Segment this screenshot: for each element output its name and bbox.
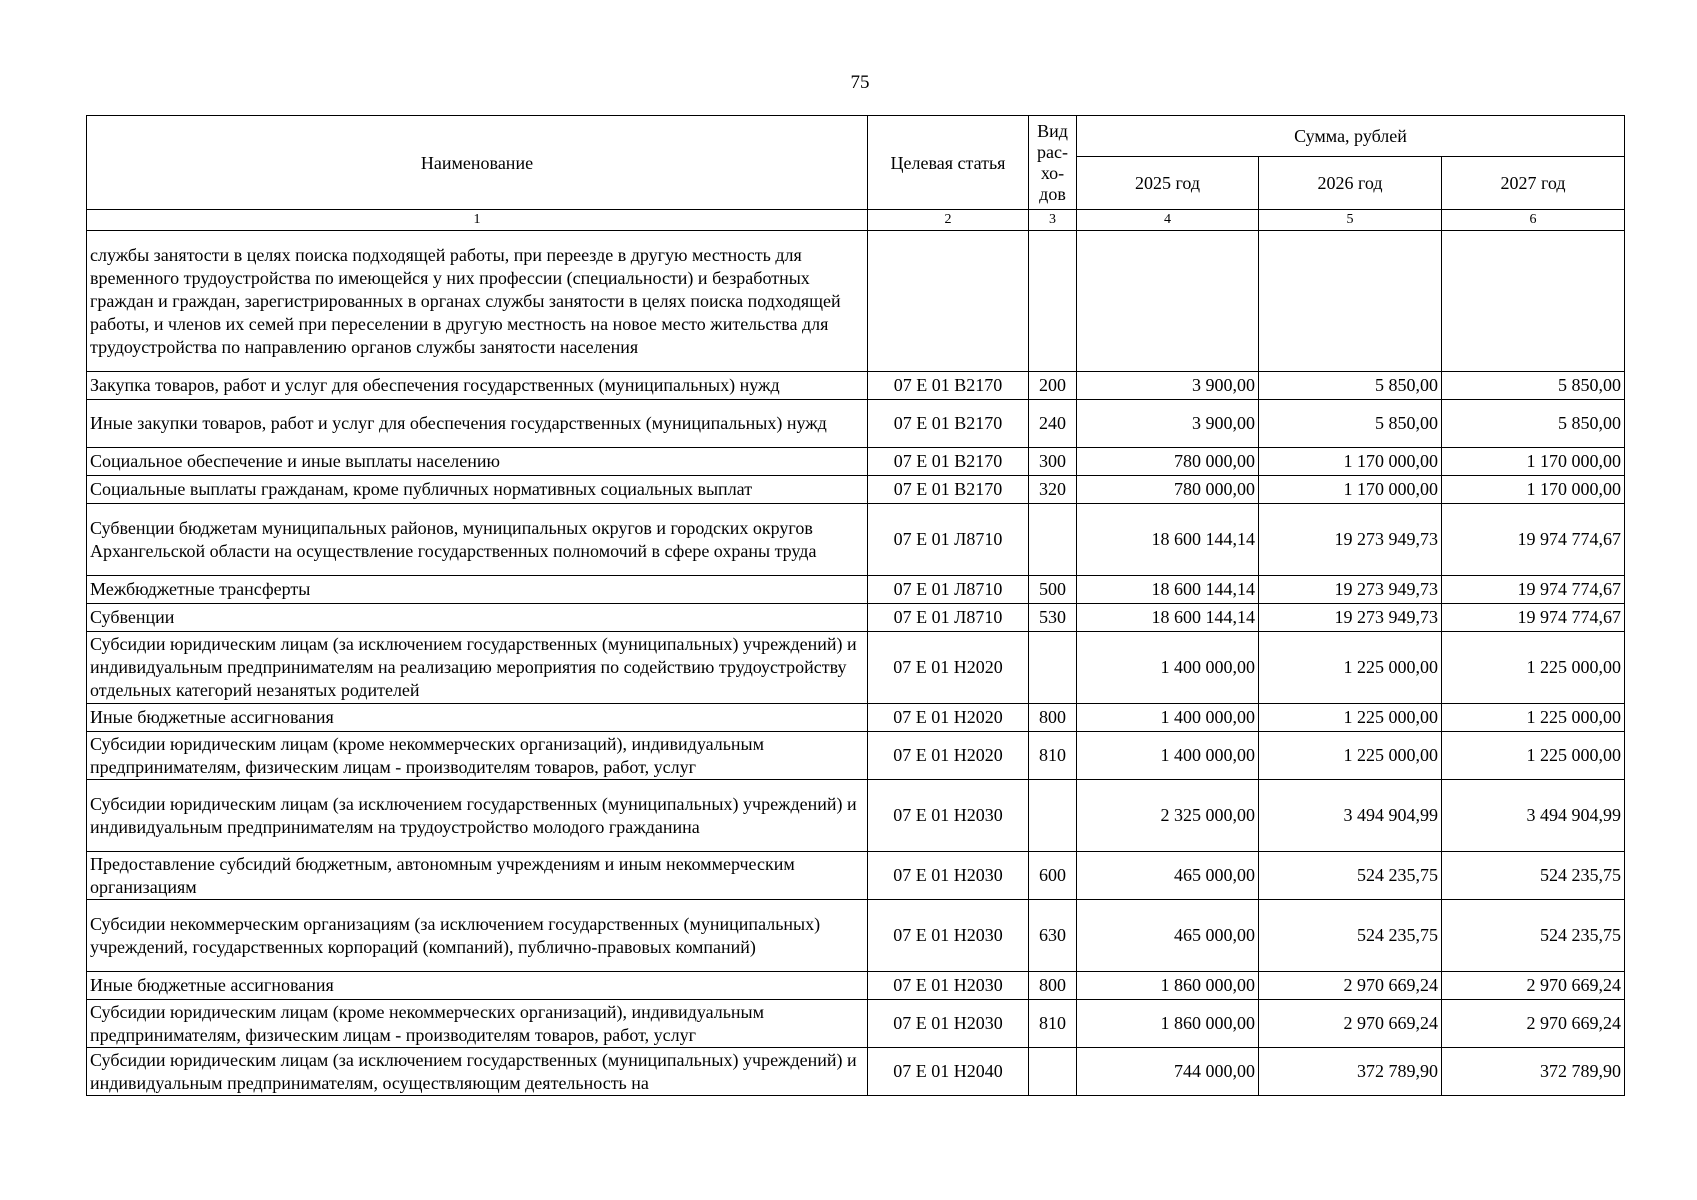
column-number: 1 xyxy=(87,210,868,231)
row-amount-2025: 1 860 000,00 xyxy=(1077,1000,1259,1048)
row-target-article: 07 Е 01 Н2030 xyxy=(868,900,1029,972)
row-expense-kind xyxy=(1029,231,1077,372)
table-row xyxy=(87,448,1625,476)
row-name: Иные закупки товаров, работ и услуг для обеспечения государственных (муниципальных) нужд xyxy=(87,400,868,448)
table-row xyxy=(87,400,1625,448)
row-name: Субсидии юридическим лицам (кроме некоммерческих организаций), индивидуальным предпринимателям, физическим лицам - производителям товаров, работ, услуг xyxy=(87,1000,868,1048)
row-expense-kind: 200 xyxy=(1029,372,1077,400)
header-expense-kind-line: рас- xyxy=(1037,141,1068,162)
row-amount-2026: 3 494 904,99 xyxy=(1259,780,1442,852)
row-amount-2026: 1 225 000,00 xyxy=(1259,632,1442,704)
row-name: Субсидии юридическим лицам (за исключением государственных (муниципальных) учреждений) и индивидуальным предпринимателям на трудоустройство молодого гражданина xyxy=(87,780,868,852)
row-amount-2025: 1 400 000,00 xyxy=(1077,704,1259,732)
table-row xyxy=(87,900,1625,972)
row-amount-2026 xyxy=(1259,231,1442,372)
row-amount-2025: 780 000,00 xyxy=(1077,476,1259,504)
table-row xyxy=(87,704,1625,732)
row-amount-2027: 19 974 774,67 xyxy=(1442,504,1625,576)
row-amount-2026: 5 850,00 xyxy=(1259,400,1442,448)
row-amount-2026: 1 225 000,00 xyxy=(1259,732,1442,780)
row-name: Субсидии юридическим лицам (за исключением государственных (муниципальных) учреждений) и индивидуальным предпринимателям на реализацию мероприятия по содействию трудоустройству отдельных категорий незанятых родителей xyxy=(87,632,868,704)
row-name: Предоставление субсидий бюджетным, автономным учреждениям и иным некоммерческим организациям xyxy=(87,852,868,900)
table-row xyxy=(87,372,1625,400)
row-amount-2027: 19 974 774,67 xyxy=(1442,604,1625,632)
row-expense-kind: 810 xyxy=(1029,732,1077,780)
row-name: Субсидии юридическим лицам (кроме некоммерческих организаций), индивидуальным предпринимателям, физическим лицам - производителям товаров, работ, услуг xyxy=(87,732,868,780)
table-row xyxy=(87,972,1625,1000)
row-expense-kind: 800 xyxy=(1029,704,1077,732)
header-year-2026: 2026 год xyxy=(1259,157,1442,210)
row-amount-2026: 1 170 000,00 xyxy=(1259,476,1442,504)
table-row xyxy=(87,504,1625,576)
row-expense-kind xyxy=(1029,504,1077,576)
row-target-article: 07 Е 01 Л8710 xyxy=(868,576,1029,604)
row-target-article xyxy=(868,231,1029,372)
row-target-article: 07 Е 01 Н2040 xyxy=(868,1048,1029,1096)
column-number: 3 xyxy=(1029,210,1077,231)
row-amount-2027: 2 970 669,24 xyxy=(1442,972,1625,1000)
row-expense-kind: 810 xyxy=(1029,1000,1077,1048)
row-amount-2027: 372 789,90 xyxy=(1442,1048,1625,1096)
table-row xyxy=(87,852,1625,900)
row-amount-2026: 19 273 949,73 xyxy=(1259,576,1442,604)
row-amount-2027: 1 170 000,00 xyxy=(1442,448,1625,476)
row-amount-2026: 372 789,90 xyxy=(1259,1048,1442,1096)
row-name: Иные бюджетные ассигнования xyxy=(87,704,868,732)
table-row xyxy=(87,632,1625,704)
row-amount-2025: 744 000,00 xyxy=(1077,1048,1259,1096)
row-expense-kind: 530 xyxy=(1029,604,1077,632)
row-amount-2025: 465 000,00 xyxy=(1077,852,1259,900)
row-amount-2025: 3 900,00 xyxy=(1077,372,1259,400)
row-name: Социальные выплаты гражданам, кроме публичных нормативных социальных выплат xyxy=(87,476,868,504)
row-name: Социальное обеспечение и иные выплаты населению xyxy=(87,448,868,476)
row-amount-2027: 1 225 000,00 xyxy=(1442,732,1625,780)
row-amount-2026: 1 225 000,00 xyxy=(1259,704,1442,732)
row-amount-2025: 18 600 144,14 xyxy=(1077,576,1259,604)
row-amount-2027: 1 170 000,00 xyxy=(1442,476,1625,504)
row-amount-2025 xyxy=(1077,231,1259,372)
row-target-article: 07 Е 01 Л8710 xyxy=(868,504,1029,576)
row-name: Субсидии юридическим лицам (за исключением государственных (муниципальных) учреждений) и индивидуальным предпринимателям, осуществляющим деятельность на xyxy=(87,1048,868,1096)
row-amount-2026: 5 850,00 xyxy=(1259,372,1442,400)
row-amount-2026: 19 273 949,73 xyxy=(1259,504,1442,576)
row-name: Субвенции xyxy=(87,604,868,632)
row-expense-kind xyxy=(1029,1048,1077,1096)
header-expense-kind-line: дов xyxy=(1039,183,1066,204)
table-row xyxy=(87,576,1625,604)
table-row xyxy=(87,732,1625,780)
row-expense-kind: 300 xyxy=(1029,448,1077,476)
row-expense-kind: 600 xyxy=(1029,852,1077,900)
row-name: Субвенции бюджетам муниципальных районов, муниципальных округов и городских округов Архангельской области на осуществление государственных полномочий в сфере охраны труда xyxy=(87,504,868,576)
row-expense-kind: 320 xyxy=(1029,476,1077,504)
row-amount-2027: 19 974 774,67 xyxy=(1442,576,1625,604)
header-year-2027: 2027 год xyxy=(1442,157,1625,210)
row-amount-2025: 465 000,00 xyxy=(1077,900,1259,972)
row-expense-kind: 500 xyxy=(1029,576,1077,604)
header-name: Наименование xyxy=(87,116,868,210)
row-target-article: 07 Е 01 В2170 xyxy=(868,448,1029,476)
row-target-article: 07 Е 01 Н2020 xyxy=(868,704,1029,732)
row-expense-kind xyxy=(1029,780,1077,852)
row-amount-2027: 1 225 000,00 xyxy=(1442,632,1625,704)
row-amount-2025: 1 400 000,00 xyxy=(1077,632,1259,704)
row-target-article: 07 Е 01 В2170 xyxy=(868,400,1029,448)
row-name: Иные бюджетные ассигнования xyxy=(87,972,868,1000)
table-row xyxy=(87,1048,1625,1096)
row-amount-2026: 1 170 000,00 xyxy=(1259,448,1442,476)
row-target-article: 07 Е 01 Н2030 xyxy=(868,1000,1029,1048)
row-amount-2027: 5 850,00 xyxy=(1442,372,1625,400)
row-amount-2027: 524 235,75 xyxy=(1442,852,1625,900)
row-amount-2025: 2 325 000,00 xyxy=(1077,780,1259,852)
row-amount-2026: 524 235,75 xyxy=(1259,852,1442,900)
row-amount-2027: 524 235,75 xyxy=(1442,900,1625,972)
row-amount-2026: 2 970 669,24 xyxy=(1259,1000,1442,1048)
table-row xyxy=(87,780,1625,852)
table-row xyxy=(87,1000,1625,1048)
row-amount-2026: 524 235,75 xyxy=(1259,900,1442,972)
header-expense-kind-line: Вид xyxy=(1037,120,1068,141)
row-amount-2027: 5 850,00 xyxy=(1442,400,1625,448)
row-amount-2026: 2 970 669,24 xyxy=(1259,972,1442,1000)
header-expense-kind-line: хо- xyxy=(1040,162,1065,183)
row-target-article: 07 Е 01 В2170 xyxy=(868,372,1029,400)
page-number: 75 xyxy=(850,72,870,93)
row-amount-2027: 1 225 000,00 xyxy=(1442,704,1625,732)
header-year-2025: 2025 год xyxy=(1077,157,1259,210)
row-amount-2025: 780 000,00 xyxy=(1077,448,1259,476)
row-target-article: 07 Е 01 Н2020 xyxy=(868,732,1029,780)
header-expense-kind xyxy=(1029,116,1077,210)
row-target-article: 07 Е 01 Н2020 xyxy=(868,632,1029,704)
row-amount-2027 xyxy=(1442,231,1625,372)
row-expense-kind: 630 xyxy=(1029,900,1077,972)
row-target-article: 07 Е 01 Н2030 xyxy=(868,972,1029,1000)
row-expense-kind: 240 xyxy=(1029,400,1077,448)
row-amount-2025: 1 400 000,00 xyxy=(1077,732,1259,780)
row-amount-2025: 3 900,00 xyxy=(1077,400,1259,448)
row-name: Межбюджетные трансферты xyxy=(87,576,868,604)
row-amount-2027: 2 970 669,24 xyxy=(1442,1000,1625,1048)
column-number: 6 xyxy=(1442,210,1625,231)
table-row xyxy=(87,476,1625,504)
header-target-article: Целевая статья xyxy=(868,116,1029,210)
row-name: Закупка товаров, работ и услуг для обеспечения государственных (муниципальных) нужд xyxy=(87,372,868,400)
row-target-article: 07 Е 01 В2170 xyxy=(868,476,1029,504)
row-target-article: 07 Е 01 Н2030 xyxy=(868,780,1029,852)
row-name: Субсидии некоммерческим организациям (за исключением государственных (муниципальных) учреждений, государственных корпораций (компаний), публично-правовых компаний) xyxy=(87,900,868,972)
column-number: 2 xyxy=(868,210,1029,231)
header-sum: Сумма, рублей xyxy=(1077,116,1625,157)
row-amount-2025: 18 600 144,14 xyxy=(1077,604,1259,632)
column-number: 4 xyxy=(1077,210,1259,231)
row-amount-2025: 18 600 144,14 xyxy=(1077,504,1259,576)
budget-table xyxy=(86,115,1625,1096)
row-expense-kind xyxy=(1029,632,1077,704)
column-number: 5 xyxy=(1259,210,1442,231)
row-target-article: 07 Е 01 Н2030 xyxy=(868,852,1029,900)
row-expense-kind: 800 xyxy=(1029,972,1077,1000)
table-row xyxy=(87,231,1625,372)
row-amount-2027: 3 494 904,99 xyxy=(1442,780,1625,852)
row-target-article: 07 Е 01 Л8710 xyxy=(868,604,1029,632)
row-amount-2026: 19 273 949,73 xyxy=(1259,604,1442,632)
table-row xyxy=(87,604,1625,632)
row-name: службы занятости в целях поиска подходящей работы, при переезде в другую местность для временного трудоустройства по имеющейся у них профессии (специальности) и безработных граждан и граждан, зарегистрированных в органах службы занятости в целях поиска подходящей работы, и членов их семей при переселении в другую местность на новое место жительства для трудоустройства по направлению органов службы занятости населения xyxy=(87,231,868,372)
row-amount-2025: 1 860 000,00 xyxy=(1077,972,1259,1000)
